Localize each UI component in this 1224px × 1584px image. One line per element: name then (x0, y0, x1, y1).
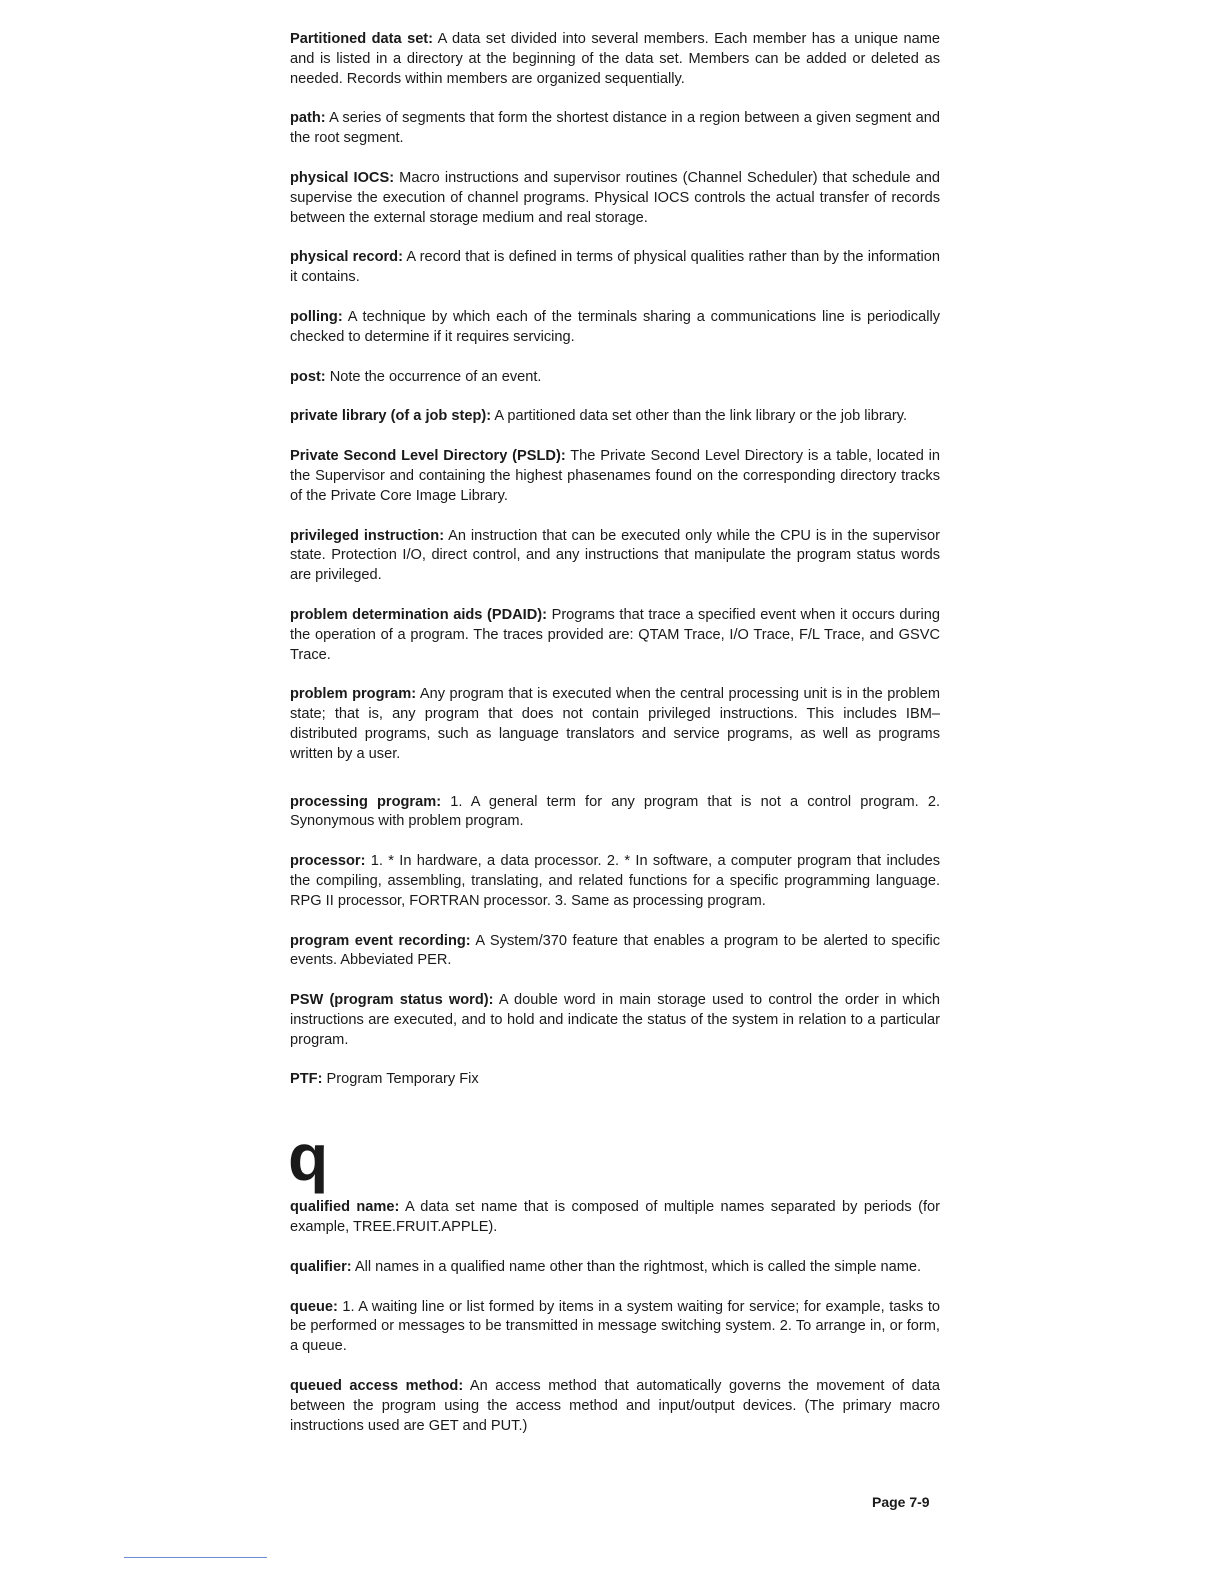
glossary-term: polling: (290, 308, 343, 325)
glossary-entry (290, 308, 940, 348)
glossary-definition: A record that is defined in terms of physical qualities rather than by the information it contains. (290, 249, 940, 286)
glossary-definition: The Private Second Level Directory is a table, located in the Supervisor and containing the highest phasenames found on the corresponding directory tracks of the Private Core Image Library. (290, 448, 941, 504)
glossary-entry (290, 109, 940, 149)
section-letter-heading: q (288, 1120, 329, 1195)
glossary-term: physical IOCS: (290, 169, 395, 186)
glossary-term: processing program: (290, 793, 442, 810)
glossary-term: post: (290, 368, 326, 385)
glossary-definition: Programs that trace a specified event when it occurs during the operation of a program. The traces provided are: QTAM Trace, I/O Trace, F/L Trace, and GSVC Trace. (290, 606, 940, 663)
glossary-entry (290, 932, 940, 972)
glossary-definition: 1. A waiting line or list formed by items in a system waiting for service; for example, tasks to be performed or messages to be transmitted in message switching system. 2. To arrange in, or form, a queue. (290, 1298, 940, 1355)
glossary-term: queue: (290, 1298, 338, 1315)
glossary-term: queued access method: (290, 1378, 464, 1395)
glossary-entry (290, 1198, 940, 1238)
glossary-definition: 1. A general term for any program that is not a control program. 2. Synonymous with problem program. (290, 793, 940, 830)
glossary-entry (290, 852, 940, 911)
glossary-definition: Any program that is executed when the central processing unit is in the problem state; that is, any program that does not contain privileged instructions. This includes IBM–distributed programs, such as language translators and service programs, as well as programs written by a user. (290, 686, 940, 762)
glossary-definition: A double word in main storage used to control the order in which instructions are executed, and to hold and indicate the status of the system in relation to a particular program. (290, 992, 940, 1048)
glossary-entry (290, 685, 940, 764)
glossary-entry (290, 368, 940, 388)
glossary-definition: An instruction that can be executed only while the CPU is in the supervisor state. Protection I/O, direct control, and any instructions that manipulate the program status words are privileged. (290, 527, 941, 584)
glossary-entry (290, 1070, 940, 1090)
glossary-entry (290, 1298, 940, 1357)
glossary-entry (290, 407, 940, 427)
glossary-entry (290, 1377, 940, 1436)
page-number: Page 7-9 (872, 1494, 930, 1510)
glossary-definition: A series of segments that form the shortest distance in a region between a given segment and the root segment. (290, 110, 940, 147)
glossary-term: Partitioned data set: (290, 31, 434, 47)
glossary-term: qualified name: (290, 1199, 400, 1216)
glossary-entry (290, 1258, 940, 1278)
glossary-entry (290, 606, 940, 665)
glossary-term: processor: (290, 853, 366, 870)
glossary-entry (290, 991, 940, 1050)
footer-rule (124, 1557, 267, 1558)
glossary-entry (290, 793, 940, 833)
glossary-definition: All names in a qualified name other than the rightmost, which is called the simple name. (351, 1258, 922, 1275)
glossary-term: problem program: (290, 686, 417, 703)
glossary-entry (290, 169, 940, 228)
glossary-definition: Macro instructions and supervisor routines (Channel Scheduler) that schedule and supervise the execution of channel programs. Physical IOCS controls the actual transfer of records between the external storage medium and real storage. (290, 169, 940, 226)
glossary-term: physical record: (290, 249, 403, 266)
glossary-entry (290, 447, 940, 506)
glossary-term: Private Second Level Directory (PSLD): (290, 448, 566, 465)
glossary-entry (290, 248, 940, 288)
glossary-definition: Note the occurrence of an event. (325, 368, 542, 385)
glossary-page (290, 30, 940, 1456)
glossary-definition: A partitioned data set other than the link library or the job library. (491, 408, 907, 425)
glossary-term: PTF: (290, 1071, 323, 1088)
glossary-definition: A technique by which each of the terminals sharing a communications line is periodically checked to determine if it requires servicing. (290, 308, 940, 345)
glossary-definition: A data set name that is composed of multiple names separated by periods (for example, TREE.FRUIT.APPLE). (290, 1199, 940, 1236)
glossary-term: path: (290, 110, 326, 127)
glossary-term: private library (of a job step): (290, 408, 492, 425)
glossary-definition: A System/370 feature that enables a program to be alerted to specific events. Abbeviated PER. (290, 932, 940, 969)
glossary-term: privileged instruction: (290, 527, 445, 544)
glossary-term: program event recording: (290, 932, 471, 949)
glossary-term: problem determination aids (PDAID): (290, 606, 547, 623)
glossary-definition: A data set divided into several members. Each member has a unique name and is listed in a directory at the beginning of the data set. Members can be added or deleted as needed. Records within members are organized sequentially. (290, 31, 940, 87)
glossary-term: qualifier: (290, 1258, 352, 1275)
glossary-definition: An access method that automatically governs the movement of data between the program using the access method and input/output devices. (The primary macro instructions used are GET and PUT.) (290, 1378, 940, 1434)
glossary-entry (290, 527, 940, 586)
glossary-term: PSW (program status word): (290, 992, 494, 1009)
glossary-entry (290, 30, 940, 89)
glossary-definition: Program Temporary Fix (322, 1071, 479, 1088)
glossary-definition: 1. * In hardware, a data processor. 2. * In software, a computer program that includes the compiling, assembling, translating, and related functions for a specific programming language. RPG II processor, FORTRAN processor. 3. Same as processing program. (290, 853, 940, 909)
